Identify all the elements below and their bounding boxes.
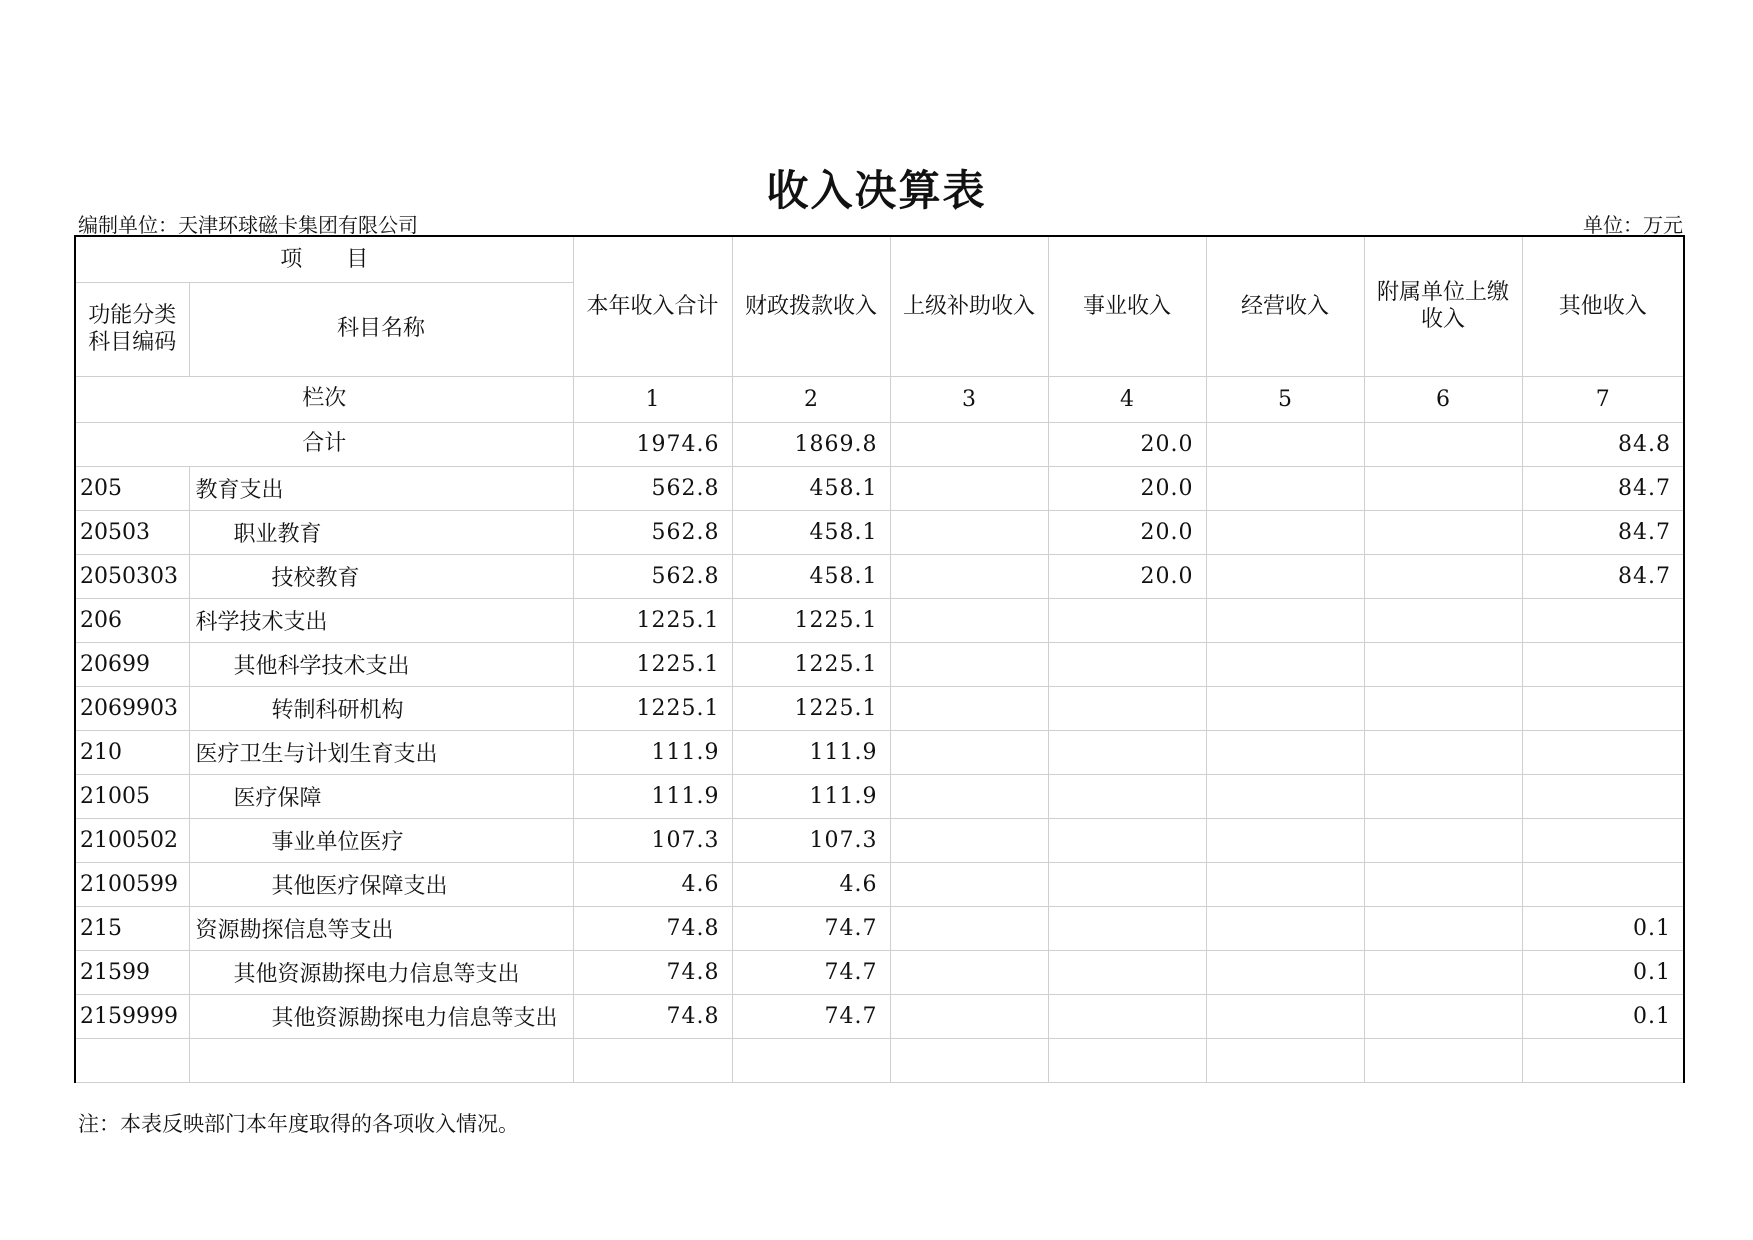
value-cell: 1225.1 [732,686,890,730]
subject-code: 2069903 [75,686,189,730]
lanci-number: 1 [573,376,732,422]
value-cell [890,554,1048,598]
value-cell: 111.9 [732,730,890,774]
total-row [75,422,1684,466]
total-value [1206,422,1364,466]
value-cell [1364,906,1522,950]
lanci-number: 4 [1048,376,1206,422]
value-cell [1048,774,1206,818]
subject-name: 事业单位医疗 [189,818,573,862]
value-cell: 4.6 [573,862,732,906]
table-row [75,598,1684,642]
value-cell [1206,906,1364,950]
value-cell [1522,774,1684,818]
value-cell: 0.1 [1522,950,1684,994]
value-cell [890,510,1048,554]
value-cell: 562.8 [573,510,732,554]
subject-code: 20503 [75,510,189,554]
value-cell [890,862,1048,906]
value-cell [890,818,1048,862]
subject-name: 职业教育 [189,510,573,554]
value-cell [1364,510,1522,554]
org-label: 编制单位：天津环球磁卡集团有限公司 [78,213,418,237]
value-cell: 74.7 [732,994,890,1038]
value-cell: 0.1 [1522,906,1684,950]
value-cell [1048,686,1206,730]
header-col-3: 上级补助收入 [890,236,1048,376]
value-cell [1364,774,1522,818]
table-row [75,774,1684,818]
lanci-number: 7 [1522,376,1684,422]
table-row [75,994,1684,1038]
value-cell [1522,818,1684,862]
header-col-6: 附属单位上缴收入 [1364,236,1522,376]
subject-code: 215 [75,906,189,950]
subject-code: 205 [75,466,189,510]
subject-name: 教育支出 [189,466,573,510]
table-row [75,642,1684,686]
value-cell: 1225.1 [573,598,732,642]
value-cell [890,1038,1048,1082]
subject-code: 2159999 [75,994,189,1038]
value-cell: 562.8 [573,466,732,510]
table-row [75,818,1684,862]
value-cell: 458.1 [732,554,890,598]
income-table [74,235,1685,1083]
subject-name [189,1038,573,1082]
value-cell [1364,730,1522,774]
value-cell [1364,818,1522,862]
lanci-row [75,376,1684,422]
value-cell [1364,950,1522,994]
value-cell: 107.3 [573,818,732,862]
value-cell [1206,994,1364,1038]
table-row [75,1038,1684,1082]
total-label: 合计 [75,422,573,466]
value-cell [1048,598,1206,642]
value-cell: 20.0 [1048,554,1206,598]
subject-code: 2100599 [75,862,189,906]
table-row [75,862,1684,906]
value-cell [1364,862,1522,906]
value-cell [890,906,1048,950]
subject-name: 其他资源勘探电力信息等支出 [189,950,573,994]
value-cell [1206,1038,1364,1082]
value-cell: 458.1 [732,466,890,510]
value-cell: 458.1 [732,510,890,554]
value-cell: 562.8 [573,554,732,598]
value-cell [1206,598,1364,642]
header-code: 功能分类科目编码 [75,282,189,376]
value-cell [1206,686,1364,730]
value-cell [1364,642,1522,686]
value-cell: 1225.1 [573,642,732,686]
value-cell [1522,730,1684,774]
value-cell: 74.8 [573,906,732,950]
value-cell [1048,906,1206,950]
table-row [75,510,1684,554]
value-cell: 4.6 [732,862,890,906]
lanci-number: 6 [1364,376,1522,422]
value-cell [890,730,1048,774]
table-row [75,950,1684,994]
subject-code: 210 [75,730,189,774]
value-cell [1364,598,1522,642]
value-cell [890,950,1048,994]
value-cell: 111.9 [732,774,890,818]
value-cell [1522,1038,1684,1082]
subject-name: 科学技术支出 [189,598,573,642]
value-cell [890,598,1048,642]
total-value: 20.0 [1048,422,1206,466]
subject-code: 206 [75,598,189,642]
value-cell: 74.7 [732,906,890,950]
table-row [75,906,1684,950]
subject-name: 技校教育 [189,554,573,598]
value-cell: 74.7 [732,950,890,994]
table-note: 注：本表反映部门本年度取得的各项收入情况。 [78,1112,519,1136]
value-cell [890,466,1048,510]
value-cell [1048,642,1206,686]
value-cell: 74.8 [573,994,732,1038]
value-cell [1206,554,1364,598]
header-item: 项 目 [75,236,573,282]
subject-code: 20699 [75,642,189,686]
value-cell: 111.9 [573,730,732,774]
value-cell [1206,642,1364,686]
lanci-number: 2 [732,376,890,422]
value-cell [1364,994,1522,1038]
subject-name: 其他资源勘探电力信息等支出 [189,994,573,1038]
value-cell [890,774,1048,818]
total-value: 1869.8 [732,422,890,466]
table-row [75,554,1684,598]
table-row [75,466,1684,510]
lanci-number: 3 [890,376,1048,422]
value-cell [1364,466,1522,510]
value-cell [1048,994,1206,1038]
value-cell [1048,862,1206,906]
value-cell: 1225.1 [732,642,890,686]
value-cell: 74.8 [573,950,732,994]
value-cell: 0.1 [1522,994,1684,1038]
value-cell: 111.9 [573,774,732,818]
subject-code [75,1038,189,1082]
value-cell: 84.7 [1522,554,1684,598]
header-col-1: 本年收入合计 [573,236,732,376]
value-cell [1364,1038,1522,1082]
value-cell: 84.7 [1522,510,1684,554]
value-cell [1048,818,1206,862]
value-cell [1364,686,1522,730]
lanci-number: 5 [1206,376,1364,422]
total-value [1364,422,1522,466]
total-value [890,422,1048,466]
value-cell [1206,862,1364,906]
value-cell [1364,554,1522,598]
subject-code: 21599 [75,950,189,994]
table-row [75,686,1684,730]
value-cell [1522,686,1684,730]
subject-name: 资源勘探信息等支出 [189,906,573,950]
page-title: 收入决算表 [766,166,987,215]
lanci-label: 栏次 [75,376,573,422]
subject-name: 转制科研机构 [189,686,573,730]
value-cell [573,1038,732,1082]
value-cell [1522,862,1684,906]
header-name: 科目名称 [189,282,573,376]
value-cell [1206,950,1364,994]
value-cell [1206,818,1364,862]
value-cell [1522,598,1684,642]
header-col-2: 财政拨款收入 [732,236,890,376]
total-value: 1974.6 [573,422,732,466]
header-col-4: 事业收入 [1048,236,1206,376]
subject-code: 2050303 [75,554,189,598]
value-cell: 20.0 [1048,510,1206,554]
unit-label: 单位：万元 [1583,213,1683,237]
value-cell: 84.7 [1522,466,1684,510]
value-cell [1206,510,1364,554]
value-cell [890,686,1048,730]
subject-name: 其他医疗保障支出 [189,862,573,906]
value-cell [1206,730,1364,774]
value-cell: 1225.1 [573,686,732,730]
value-cell [732,1038,890,1082]
header-col-5: 经营收入 [1206,236,1364,376]
subject-name: 医疗卫生与计划生育支出 [189,730,573,774]
total-value: 84.8 [1522,422,1684,466]
header-col-7: 其他收入 [1522,236,1684,376]
value-cell: 20.0 [1048,466,1206,510]
value-cell [1206,466,1364,510]
value-cell [1048,730,1206,774]
value-cell: 1225.1 [732,598,890,642]
value-cell [1522,642,1684,686]
value-cell [890,642,1048,686]
subject-code: 21005 [75,774,189,818]
subject-name: 其他科学技术支出 [189,642,573,686]
value-cell [890,994,1048,1038]
value-cell [1048,950,1206,994]
subject-code: 2100502 [75,818,189,862]
subject-name: 医疗保障 [189,774,573,818]
value-cell [1048,1038,1206,1082]
value-cell [1206,774,1364,818]
table-row [75,730,1684,774]
value-cell: 107.3 [732,818,890,862]
